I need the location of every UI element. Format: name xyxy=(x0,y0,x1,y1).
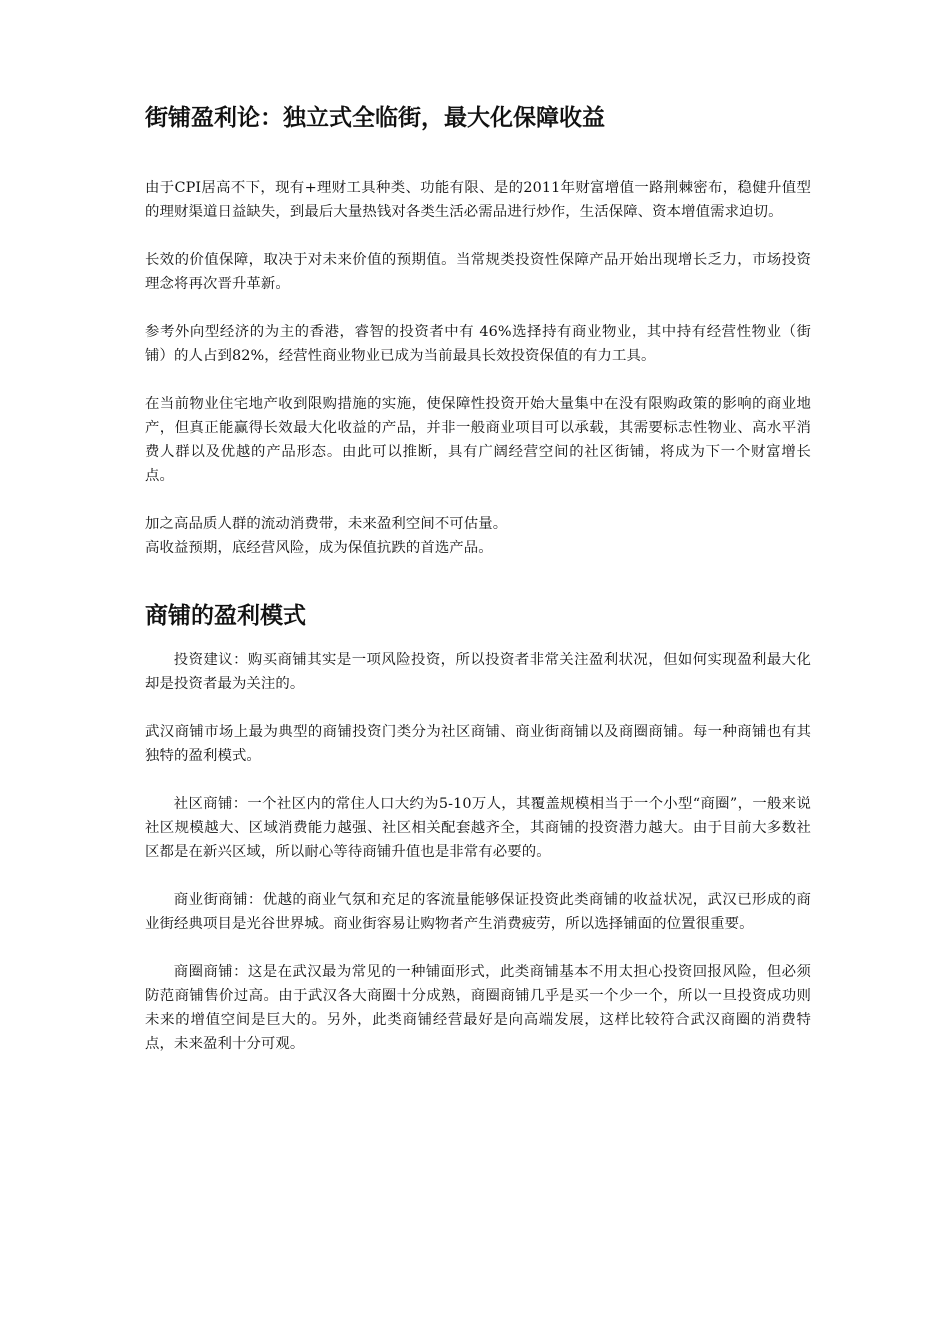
paragraph-value-guarantee: 长效的价值保障，取决于对未来价值的预期值。当常规类投资性保障产品开始出现增长乏力，市场投资理念将再次晋升革新。 xyxy=(145,252,811,292)
paragraph-high-return: 高收益预期，底经营风险，成为保值抗跌的首选产品。 xyxy=(145,540,493,556)
section-heading-profit-model: 商铺的盈利模式 xyxy=(145,603,306,629)
paragraph-investment-advice: 投资建议：购买商铺其实是一项风险投资，所以投资者非常关注盈利状况，但如何实现盈利最大化却是投资者最为关注的。 xyxy=(145,652,811,692)
section-heading-street-shop-profit: 街铺盈利论：独立式全临街，最大化保障收益 xyxy=(145,105,605,131)
paragraph-purchase-restriction: 在当前物业住宅地产收到限购措施的实施，使保障性投资开始大量集中在没有限购政策的影响的商业地产，但真正能赢得长效最大化收益的产品，并非一般商业项目可以承载，其需要标志性物业、高水平消费人群以及优越的产品形态。由此可以推断，具有广阔经营空间的社区街铺，将成为下一个财富增长点。 xyxy=(145,396,811,484)
paragraph-consumer-flow: 加之高品质人群的流动消费带，未来盈利空间不可估量。 xyxy=(145,516,508,532)
paragraph-wuhan-categories: 武汉商铺市场上最为典型的商铺投资门类分为社区商铺、商业街商铺以及商圈商铺。每一种商铺也有其独特的盈利模式。 xyxy=(145,724,811,764)
document-body xyxy=(145,100,811,1080)
paragraph-cpi-background: 由于CPI居高不下，现有+理财工具种类、功能有限、是的2011年财富增值一路荆棘密布，稳健升值型的理财渠道日益缺失，到最后大量热钱对各类生活必需品进行炒作，生活保障、资本增值需求迫切。 xyxy=(145,180,811,220)
paragraph-business-district-shops: 商圈商铺：这是在武汉最为常见的一种铺面形式，此类商铺基本不用太担心投资回报风险，但必须防范商铺售价过高。由于武汉各大商圈十分成熟，商圈商铺几乎是买一个少一个，所以一旦投资成功则未来的增值空间是巨大的。另外，此类商铺经营最好是向高端发展，这样比较符合武汉商圈的消费特点，未来盈利十分可观。 xyxy=(145,964,811,1052)
paragraph-commercial-street-shops: 商业街商铺：优越的商业气氛和充足的客流量能够保证投资此类商铺的收益状况，武汉已形成的商业街经典项目是光谷世界城。商业街容易让购物者产生消费疲劳，所以选择铺面的位置很重要。 xyxy=(145,892,811,932)
paragraph-hong-kong-reference: 参考外向型经济的为主的香港，睿智的投资者中有 46%选择持有商业物业，其中持有经营性物业（街铺）的人占到82%，经营性商业物业已成为当前最具长效投资保值的有力工具。 xyxy=(145,324,811,364)
paragraph-community-shops: 社区商铺：一个社区内的常住人口大约为5-10万人，其覆盖规模相当于一个小型“商圈”，一般来说社区规模越大、区域消费能力越强、社区相关配套越齐全，其商铺的投资潜力越大。由于目前大多数社区都是在新兴区域，所以耐心等待商铺升值也是非常有必要的。 xyxy=(145,796,811,860)
